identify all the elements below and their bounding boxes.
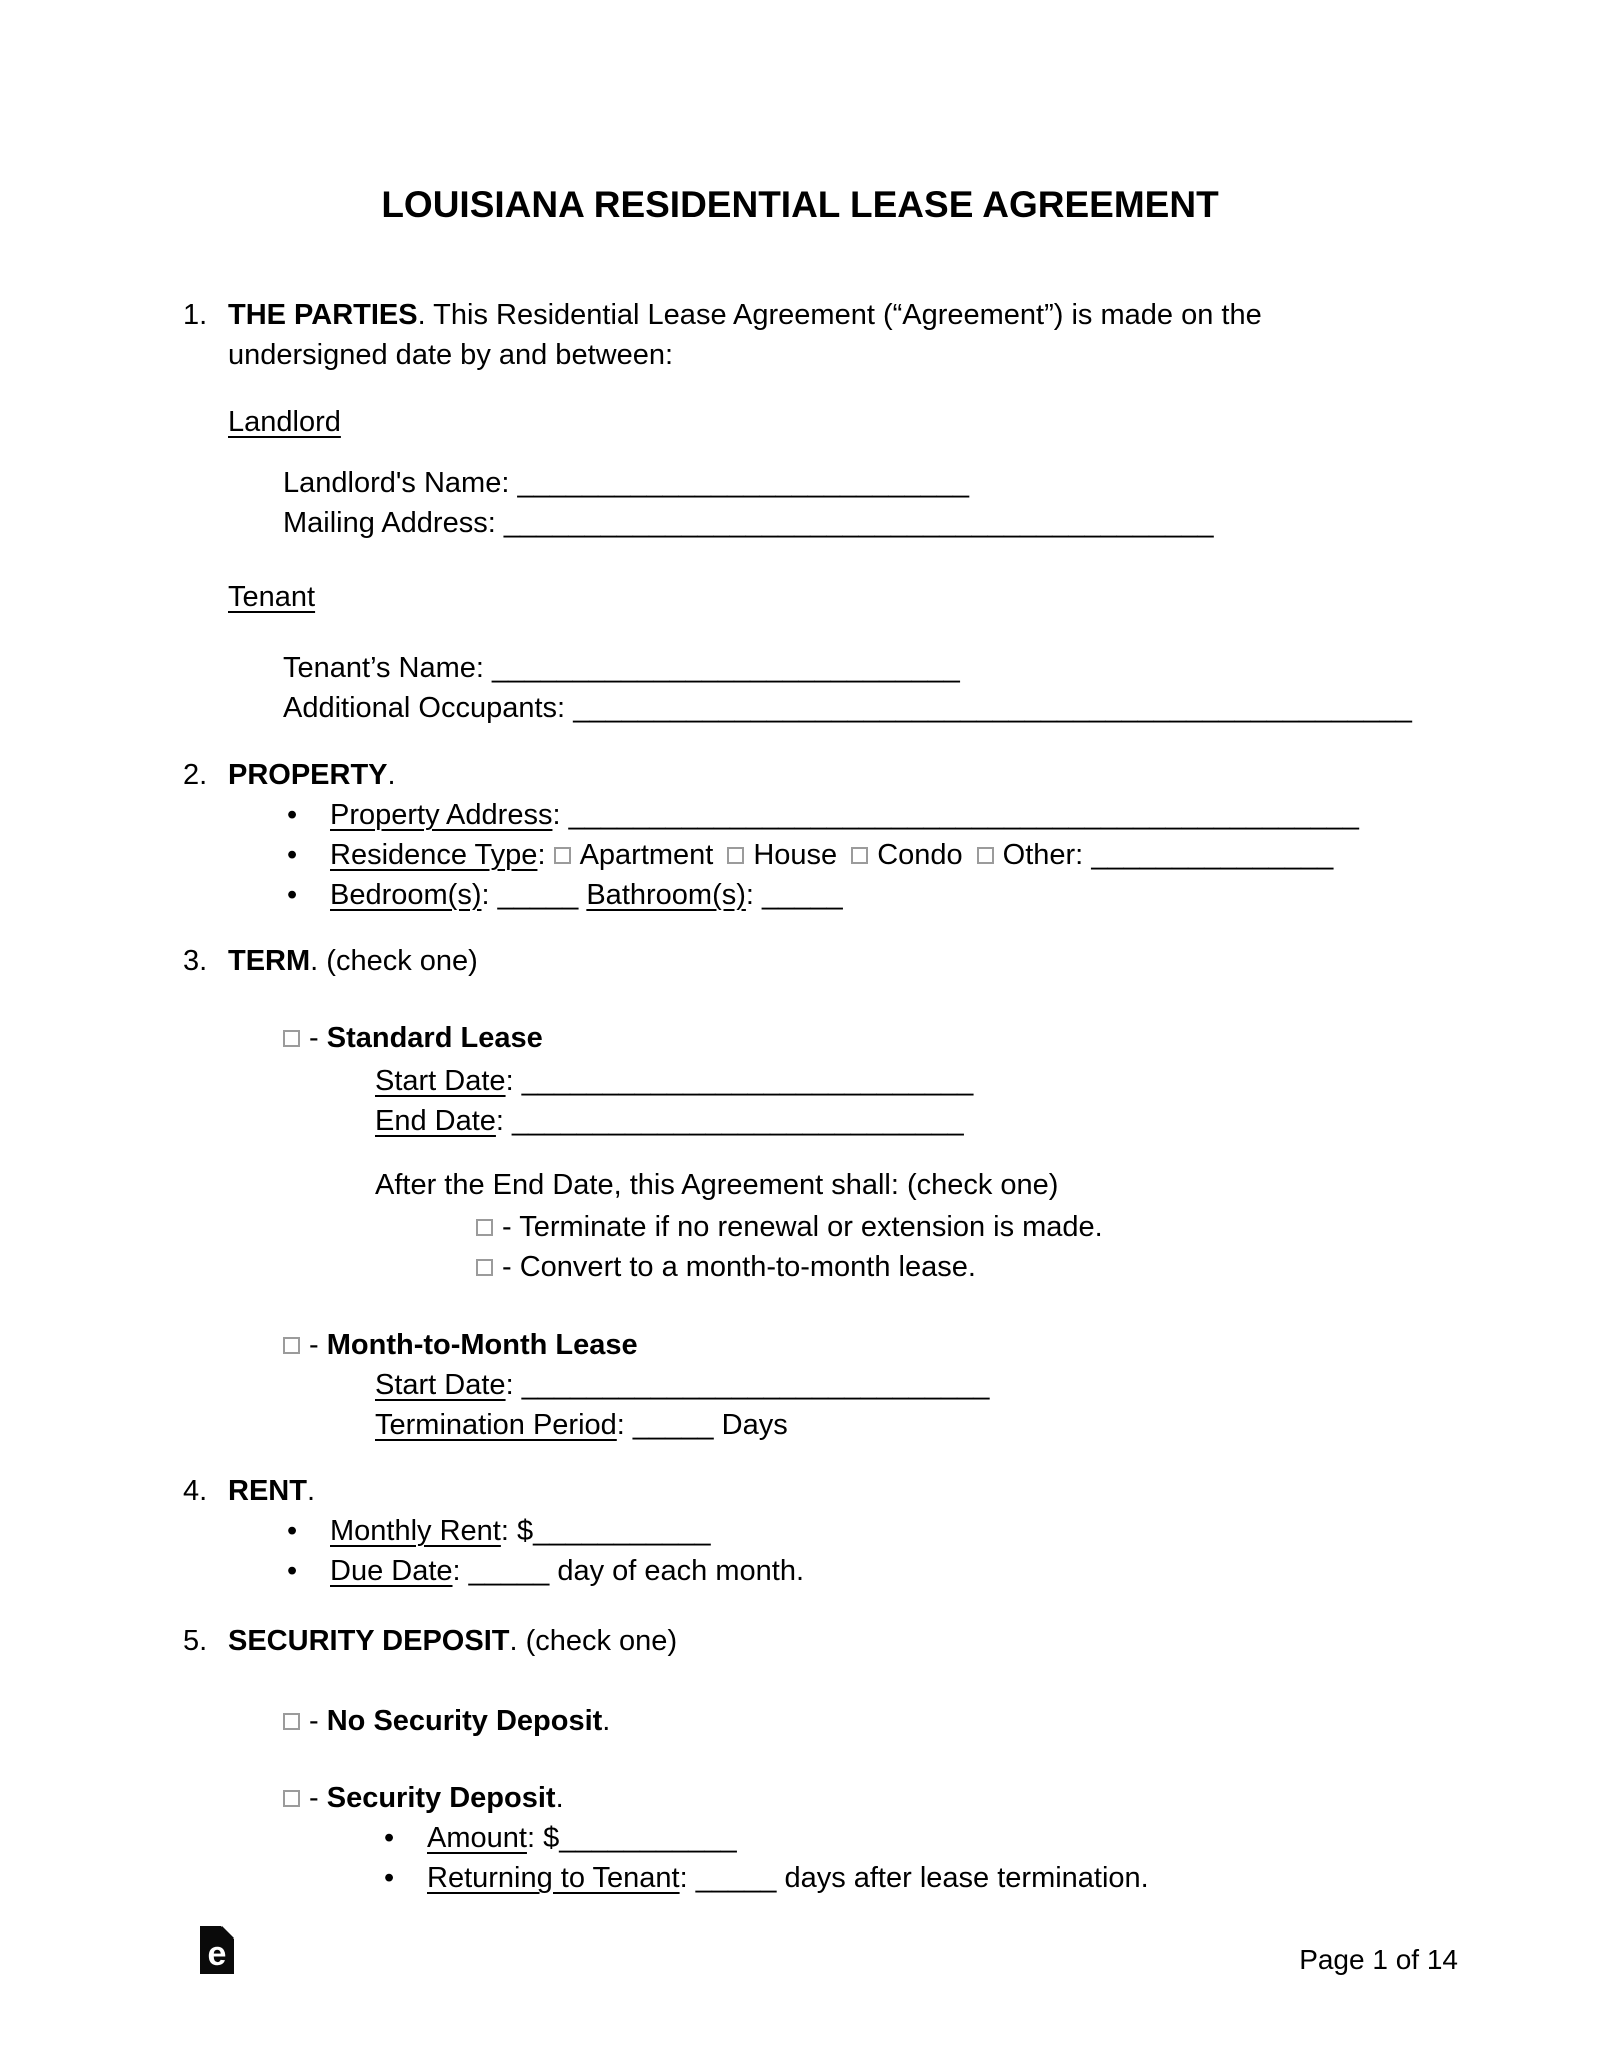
- security-deposit-label: Security Deposit: [326, 1782, 556, 1814]
- section-intro: . This Residential Lease Agreement (“Agreement”) is made on the undersigned date by and between:: [228, 299, 1262, 371]
- monthly-rent-label: Monthly Rent: [330, 1515, 501, 1547]
- bedroom-bathroom-row: • Bedroom(s): _____ Bathroom(s): _____: [0, 875, 1420, 915]
- bullet-icon: •: [287, 1555, 298, 1587]
- residence-option-condo: Condo: [877, 839, 963, 871]
- termination-period-blank[interactable]: _____: [632, 1409, 714, 1441]
- property-address-label: Property Address: [330, 799, 553, 831]
- bullet-icon: •: [384, 1862, 395, 1894]
- eforms-logo: [200, 1926, 234, 1974]
- standard-lease-option: - Standard Lease: [0, 1018, 1420, 1058]
- checkbox-house-icon[interactable]: [727, 847, 744, 864]
- no-security-deposit-option: - No Security Deposit.: [0, 1701, 1420, 1741]
- bedroom-label: Bedroom(s): [330, 879, 482, 911]
- bullet-icon: •: [287, 1515, 298, 1547]
- mailing-address-row: [0, 503, 1420, 543]
- checkbox-terminate-icon[interactable]: [476, 1219, 493, 1236]
- standard-end-date-row: End Date: ____________________________: [375, 1105, 964, 1137]
- returning-blank[interactable]: _____: [695, 1862, 777, 1894]
- property-address-blank[interactable]: _________________________________________________: [568, 799, 1359, 831]
- additional-occupants-row: [0, 688, 1420, 728]
- bathroom-blank[interactable]: _____: [762, 879, 843, 911]
- section-number: 1.: [183, 299, 208, 331]
- section-title: SECURITY DEPOSIT: [228, 1625, 510, 1657]
- eforms-logo-letter: e: [207, 1935, 227, 1973]
- bedroom-blank[interactable]: _____: [497, 879, 579, 911]
- page-number: Page 1 of 14: [1299, 1944, 1458, 1975]
- bullet-icon: •: [384, 1822, 395, 1854]
- mailing-address-blank[interactable]: ____________________________________________: [503, 507, 1214, 539]
- additional-occupants-label: Additional Occupants:: [283, 692, 566, 724]
- residence-other-blank[interactable]: _______________: [1091, 839, 1334, 871]
- section-term-heading: 3. TERM. (check one): [0, 941, 1420, 981]
- tenant-name-blank[interactable]: _____________________________: [492, 652, 960, 684]
- due-date-label: Due Date: [330, 1555, 453, 1587]
- checkbox-apartment-icon[interactable]: [554, 847, 571, 864]
- landlord-subheading: Landlord: [228, 406, 341, 438]
- additional-occupants-blank[interactable]: ____________________________________________________: [573, 692, 1412, 724]
- no-security-deposit-label: No Security Deposit: [326, 1705, 603, 1737]
- checkbox-convert-icon[interactable]: [476, 1259, 493, 1276]
- m2m-start-date-blank[interactable]: _____________________________: [521, 1369, 990, 1401]
- returning-to-tenant-label: Returning to Tenant: [427, 1862, 680, 1894]
- section-rent-heading: 4. RENT.: [0, 1471, 1420, 1511]
- deposit-amount-row: • Amount: $___________: [0, 1818, 1420, 1858]
- section-number: 5.: [183, 1625, 208, 1657]
- due-date-suffix: day of each month.: [557, 1555, 805, 1587]
- checkbox-standard-lease-icon[interactable]: [283, 1030, 300, 1047]
- deposit-amount-label: Amount: [427, 1822, 527, 1854]
- section-property-heading: 2. PROPERTY.: [0, 755, 1420, 795]
- end-date-blank[interactable]: ____________________________: [512, 1105, 964, 1137]
- checkbox-month-to-month-icon[interactable]: [283, 1337, 300, 1354]
- convert-option-label: Convert to a month-to-month lease.: [519, 1251, 976, 1283]
- section-security-heading: 5. SECURITY DEPOSIT. (check one): [0, 1621, 1420, 1661]
- residence-option-other-label: Other:: [1002, 839, 1084, 871]
- termination-period-suffix: Days: [721, 1409, 788, 1441]
- section-title: THE PARTIES: [228, 299, 418, 331]
- bullet-icon: •: [287, 839, 298, 871]
- section-title: PROPERTY: [228, 759, 388, 791]
- bullet-icon: •: [287, 799, 298, 831]
- returning-to-tenant-row: • Returning to Tenant: _____ days after lease termination.: [0, 1858, 1420, 1898]
- checkbox-condo-icon[interactable]: [851, 847, 868, 864]
- end-date-label: End Date: [375, 1105, 496, 1137]
- security-deposit-option: - Security Deposit.: [0, 1778, 1420, 1818]
- section-number: 4.: [183, 1475, 208, 1507]
- section-parties-heading: [0, 295, 1420, 375]
- terminate-option-label: Terminate if no renewal or extension is made.: [519, 1211, 1103, 1243]
- bullet-icon: •: [287, 879, 298, 911]
- start-date-label: Start Date: [375, 1369, 506, 1401]
- due-date-row: • Due Date: _____ day of each month.: [0, 1551, 1420, 1591]
- monthly-rent-row: • Monthly Rent: $___________: [0, 1511, 1420, 1551]
- standard-lease-label: Standard Lease: [326, 1022, 543, 1054]
- deposit-amount-blank[interactable]: ___________: [559, 1822, 737, 1854]
- property-address-row: • Property Address: _________________________________________________: [0, 795, 1420, 835]
- monthly-rent-blank[interactable]: ___________: [533, 1515, 711, 1547]
- start-date-label: Start Date: [375, 1065, 506, 1097]
- residence-option-apartment: Apartment: [579, 839, 714, 871]
- after-end-date-text: After the End Date, this Agreement shall: (check one): [375, 1169, 1059, 1201]
- due-date-blank[interactable]: _____: [468, 1555, 550, 1587]
- tenant-name-row: [0, 648, 1420, 688]
- checkbox-security-deposit-icon[interactable]: [283, 1790, 300, 1807]
- landlord-name-blank[interactable]: ____________________________: [517, 467, 970, 499]
- mailing-address-label: Mailing Address:: [283, 507, 496, 539]
- landlord-name-label: Landlord's Name:: [283, 467, 510, 499]
- terminate-option: - Terminate if no renewal or extension is made.: [0, 1207, 1420, 1247]
- checkbox-other-icon[interactable]: [977, 847, 994, 864]
- section-title: TERM: [228, 945, 311, 977]
- tenant-subheading: Tenant: [228, 581, 316, 613]
- start-date-blank[interactable]: ____________________________: [521, 1065, 974, 1097]
- checkbox-no-security-deposit-icon[interactable]: [283, 1713, 300, 1730]
- month-to-month-option: - Month-to-Month Lease: [0, 1325, 1420, 1365]
- termination-period-label: Termination Period: [375, 1409, 617, 1441]
- section-number: 3.: [183, 945, 208, 977]
- bathroom-label: Bathroom(s): [586, 879, 746, 911]
- returning-suffix: days after lease termination.: [784, 1862, 1149, 1894]
- residence-type-row: • Residence Type: Apartment House Condo Other: _______________: [0, 835, 1420, 875]
- convert-option: - Convert to a month-to-month lease.: [0, 1247, 1420, 1287]
- month-to-month-label: Month-to-Month Lease: [326, 1329, 638, 1361]
- m2m-start-date-row: Start Date: _____________________________: [375, 1369, 990, 1401]
- termination-period-row: Termination Period: _____ Days: [375, 1409, 788, 1441]
- landlord-name-row: [0, 463, 1420, 503]
- tenant-name-label: Tenant’s Name:: [283, 652, 484, 684]
- section-number: 2.: [183, 759, 208, 791]
- page-title: LOUISIANA RESIDENTIAL LEASE AGREEMENT: [381, 184, 1219, 225]
- residence-type-label: Residence Type: [330, 839, 538, 871]
- section-title: RENT: [228, 1475, 307, 1507]
- standard-start-date-row: Start Date: ____________________________: [375, 1065, 974, 1097]
- residence-option-house: House: [753, 839, 838, 871]
